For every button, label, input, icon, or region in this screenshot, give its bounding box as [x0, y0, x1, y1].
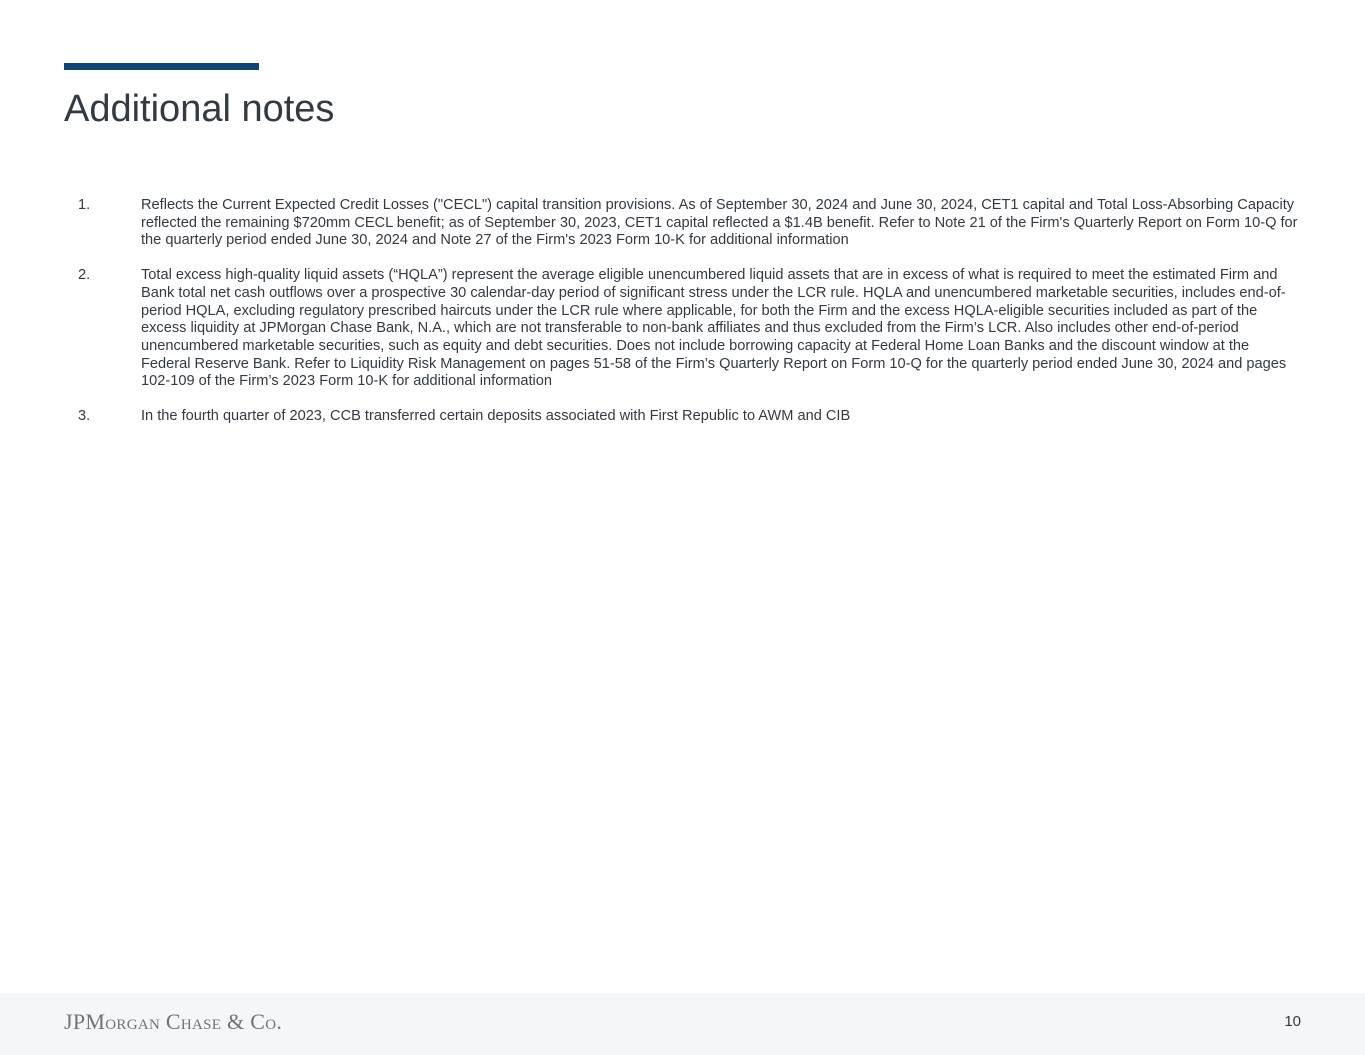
title-accent-bar — [64, 63, 259, 70]
note-number: 3. — [78, 408, 91, 425]
note-text: Total excess high-quality liquid assets (“HQLA”) represent the average eligible unencumbered liquid assets that are in excess of what is required to meet the estimated Firm and Bank total net cash outflows over a prospective 30 calendar-day period of significant stress under the LCR rule. HQLA and unencumbered marketable securities, includes end-of-period HQLA, excluding regulatory prescribed haircuts under the LCR rule where applicable, for both the Firm and the excess HQLA-eligible securities included as part of the excess liquidity at JPMorgan Chase Bank, N.A., which are not transferable to non-bank affiliates and thus excluded from the Firm’s LCR. Also includes other end-of-period unencumbered marketable securities, such as equity and debt securities. Does not include borrowing capacity at Federal Home Loan Banks and the discount window at the Federal Reserve Bank. Refer to Liquidity Risk Management on pages 51-58 of the Firm’s Quarterly Report on Form 10-Q for the quarterly period ended June 30, 2024 and pages 102-109 of the Firm’s 2023 Form 10-K for additional information — [141, 267, 1287, 390]
note-item — [64, 267, 1300, 391]
footer-bar — [0, 993, 1365, 1055]
note-item — [64, 197, 1300, 250]
note-number: 2. — [78, 267, 91, 284]
notes-list — [64, 197, 1300, 443]
page-title: Additional notes — [64, 88, 335, 130]
page-number: 10 — [1284, 1013, 1301, 1030]
note-text: In the fourth quarter of 2023, CCB transferred certain deposits associated with First Republic to AWM and CIB — [141, 408, 851, 425]
note-text: Reflects the Current Expected Credit Losses ("CECL") capital transition provisions. As of September 30, 2024 and June 30, 2024, CET1 capital and Total Loss-Absorbing Capacity reflected the remaining $720mm CECL benefit; as of September 30, 2023, CET1 capital reflected a $1.4B benefit. Refer to Note 21 of the Firm's Quarterly Report on Form 10-Q for the quarterly period ended June 30, 2024 and Note 27 of the Firm's 2023 Form 10-K for additional information — [141, 197, 1298, 249]
note-number: 1. — [78, 197, 91, 213]
note-item — [64, 408, 1300, 426]
company-logo: JPMorgan Chase & Co. — [64, 1009, 283, 1034]
